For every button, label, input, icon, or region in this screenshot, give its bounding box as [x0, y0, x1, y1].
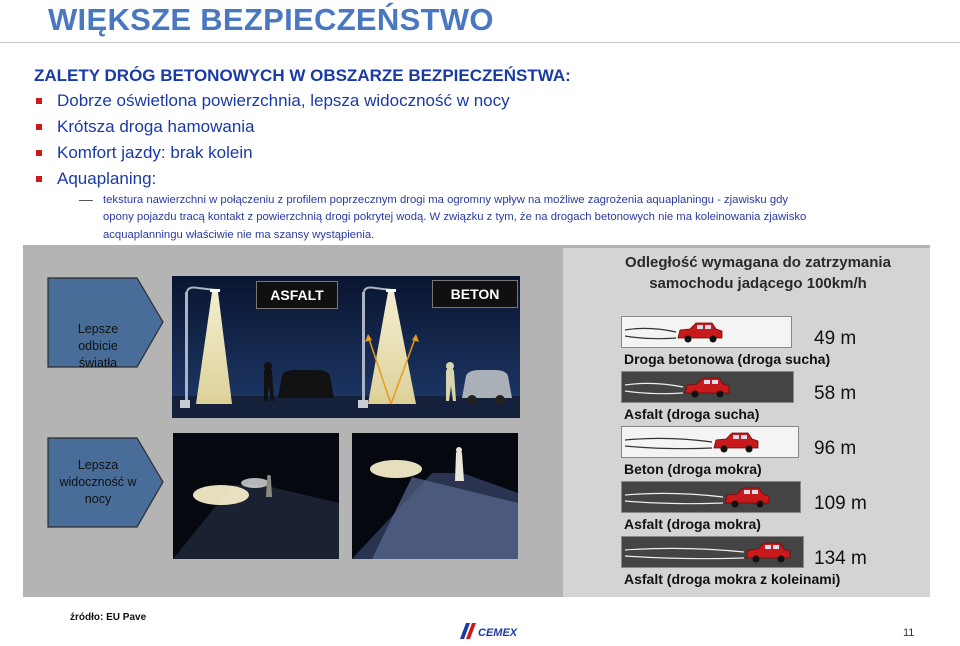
bullet-marker: [36, 98, 42, 104]
arrow-label-line: Lepsze: [77, 322, 119, 336]
arrow-label-visibility: [47, 437, 164, 528]
arrow-label-line: nocy: [84, 492, 112, 506]
bullet-item: [36, 142, 510, 168]
cemex-logo: [458, 619, 522, 641]
stopping-distance-label: Asfalt (droga mokra): [624, 516, 761, 532]
stopping-distance-label: Asfalt (droga sucha): [624, 406, 760, 422]
arrow-label-reflection: [47, 277, 164, 368]
bullet-item: [36, 116, 510, 142]
red-car-icon: [723, 485, 771, 509]
asphalt-label: ASFALT: [256, 281, 338, 309]
red-car-icon: [683, 375, 731, 399]
bullet-marker: [36, 176, 42, 182]
stopping-bar: [621, 371, 794, 403]
stopping-bar: [621, 316, 792, 348]
bullet-marker: [36, 150, 42, 156]
car-icon: [278, 370, 334, 398]
stopping-distance-value: 96 m: [814, 438, 857, 459]
skid-mark-icon: [621, 426, 799, 458]
bullet-list: [36, 90, 510, 194]
stopping-distance-label: Beton (droga mokra): [624, 461, 762, 477]
logo-text: CEMEX: [478, 627, 518, 639]
bullet-text: Komfort jazdy: brak kolein: [57, 143, 253, 162]
arrow-label-line: widoczność w: [59, 475, 137, 489]
title-divider: [0, 42, 960, 43]
dash-marker: [79, 200, 93, 201]
page-number: 11: [903, 627, 915, 639]
stopping-distance-heading: [598, 252, 918, 294]
arrow-label-text: [53, 457, 143, 508]
stopping-distance-value: 58 m: [814, 383, 857, 404]
aquaplaning-description: [76, 192, 916, 244]
bullet-text: Krótsza droga hamowania: [57, 117, 255, 136]
concrete-night-photo: [352, 433, 518, 559]
arrow-label-line: Lepsza: [77, 458, 119, 472]
slide-title: WIĘKSZE BEZPIECZEŃSTWO: [48, 2, 494, 37]
description-line: tekstura nawierzchni w połączeniu z profilem poprzecznym drogi ma ogromny wpływ na możliwe zagrożenia aquaplaningu - zjawisku gdy: [103, 194, 789, 206]
stopping-bar: [621, 481, 801, 513]
arrow-label-line: odbicie: [78, 339, 118, 353]
asphalt-night-photo: [173, 433, 339, 559]
arrow-label-line: światła: [78, 356, 118, 370]
description-line: acquaplanningu właściwie nie ma szansy wystąpienia.: [103, 228, 375, 241]
bullet-item: [36, 90, 510, 116]
red-car-icon: [744, 540, 792, 564]
bullet-marker: [36, 124, 42, 130]
red-car-icon: [712, 430, 760, 454]
red-car-icon: [676, 320, 724, 344]
stopping-distance-label: Droga betonowa (droga sucha): [624, 351, 831, 367]
stopping-bar: [621, 536, 804, 568]
lamp-post-icon: [185, 292, 188, 402]
bullet-text: Aquaplaning:: [57, 169, 157, 188]
stopping-distance-value: 134 m: [814, 548, 867, 569]
arrow-label-text: [53, 321, 143, 372]
description-line: opony pojazdu tracą kontakt z powierzchnią drogi pokrytej wodą. W związku z tym, że na drogach betonowych nie ma koleinowania zjawisko: [103, 211, 807, 224]
stopping-distance-label: Asfalt (droga mokra z koleinami): [624, 571, 841, 587]
cemex-logo-icon: [458, 619, 522, 641]
bullet-item: [36, 168, 510, 194]
stopping-distance-value: 49 m: [814, 328, 857, 349]
lamp-post-icon: [362, 292, 365, 402]
heading-line: Odległość wymagana do zatrzymania: [625, 254, 891, 271]
heading-line: samochodu jadącego 100km/h: [649, 275, 867, 292]
section-heading: ZALETY DRÓG BETONOWYCH W OBSZARZE BEZPIECZEŃSTWA:: [34, 66, 571, 85]
skid-mark-icon: [621, 481, 801, 513]
bullet-text: Dobrze oświetlona powierzchnia, lepsza widoczność w nocy: [57, 91, 510, 110]
stopping-bar: [621, 426, 799, 458]
car-icon: [462, 370, 512, 398]
source-note: źródło: EU Pave: [70, 612, 147, 623]
stopping-distance-value: 109 m: [814, 493, 867, 514]
concrete-label: BETON: [432, 280, 518, 308]
